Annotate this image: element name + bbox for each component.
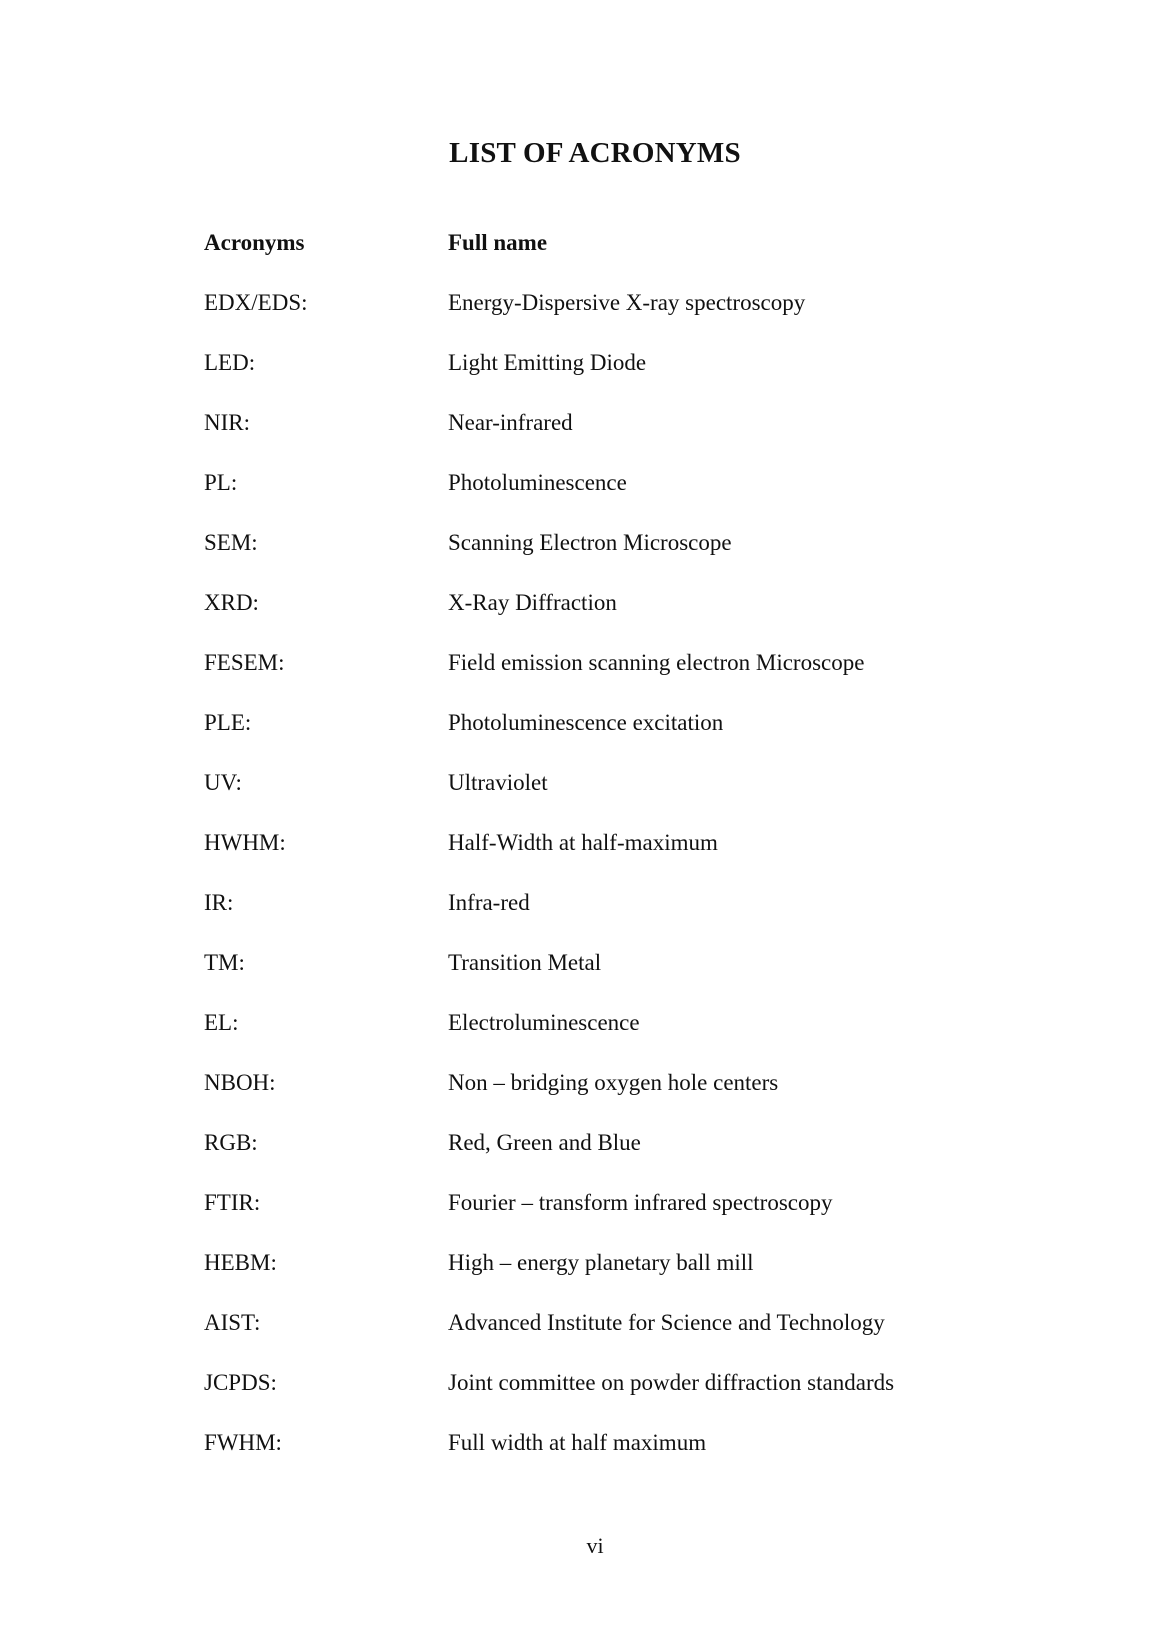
acronym-cell: FWHM: xyxy=(204,1430,282,1455)
full-name-cell: Photoluminescence xyxy=(448,470,627,495)
acronym-cell: NBOH: xyxy=(204,1070,276,1095)
acronym-cell: LED: xyxy=(204,350,256,375)
acronym-cell: EDX/EDS: xyxy=(204,290,308,315)
acronym-cell: IR: xyxy=(204,890,234,915)
full-name-cell: Electroluminescence xyxy=(448,1010,640,1035)
acronym-table xyxy=(204,228,964,1488)
table-body xyxy=(204,288,964,1488)
full-name-cell: Advanced Institute for Science and Technology xyxy=(448,1310,885,1335)
table-row xyxy=(204,648,964,708)
table-row xyxy=(204,1308,964,1368)
table-row xyxy=(204,1428,964,1488)
table-row xyxy=(204,1368,964,1428)
full-name-cell: Field emission scanning electron Microscope xyxy=(448,650,865,675)
full-name-cell: Fourier – transform infrared spectroscopy xyxy=(448,1190,833,1215)
table-row xyxy=(204,708,964,768)
table-row xyxy=(204,828,964,888)
acronym-cell: PL: xyxy=(204,470,238,495)
table-row xyxy=(204,408,964,468)
full-name-cell: Red, Green and Blue xyxy=(448,1130,641,1155)
full-name-cell: Light Emitting Diode xyxy=(448,350,647,375)
full-name-cell: Non – bridging oxygen hole centers xyxy=(448,1070,779,1095)
acronym-cell: SEM: xyxy=(204,530,258,555)
table-row xyxy=(204,528,964,588)
full-name-cell: Joint committee on powder diffraction standards xyxy=(448,1370,895,1395)
page-number: vi xyxy=(586,1533,604,1558)
acronym-cell: HWHM: xyxy=(204,830,286,855)
acronym-cell: JCPDS: xyxy=(204,1370,277,1395)
acronym-cell: TM: xyxy=(204,950,245,975)
header-acronyms: Acronyms xyxy=(204,230,305,255)
header-full-name: Full name xyxy=(448,230,548,255)
acronym-cell: EL: xyxy=(204,1010,239,1035)
acronym-cell: UV: xyxy=(204,770,242,795)
table-row xyxy=(204,348,964,408)
table-row xyxy=(204,288,964,348)
full-name-cell: X-Ray Diffraction xyxy=(448,590,617,615)
acronym-cell: HEBM: xyxy=(204,1250,277,1275)
table-header-row xyxy=(204,228,964,288)
acronym-cell: NIR: xyxy=(204,410,250,435)
table-row xyxy=(204,1188,964,1248)
table-row xyxy=(204,768,964,828)
page-title: LIST OF ACRONYMS xyxy=(449,137,741,169)
full-name-cell: Full width at half maximum xyxy=(448,1430,707,1455)
table-row xyxy=(204,468,964,528)
table-row xyxy=(204,1068,964,1128)
acronym-cell: FESEM: xyxy=(204,650,285,675)
acronym-cell: FTIR: xyxy=(204,1190,261,1215)
table-row xyxy=(204,588,964,648)
table-row xyxy=(204,1008,964,1068)
acronym-cell: RGB: xyxy=(204,1130,258,1155)
acronym-cell: XRD: xyxy=(204,590,259,615)
acronym-cell: PLE: xyxy=(204,710,252,735)
full-name-cell: Energy-Dispersive X-ray spectroscopy xyxy=(448,290,806,315)
full-name-cell: Near-infrared xyxy=(448,410,573,435)
full-name-cell: Scanning Electron Microscope xyxy=(448,530,732,555)
full-name-cell: Transition Metal xyxy=(448,950,602,975)
acronym-cell: AIST: xyxy=(204,1310,261,1335)
table-row xyxy=(204,888,964,948)
table-row xyxy=(204,948,964,1008)
full-name-cell: Infra-red xyxy=(448,890,530,915)
full-name-cell: Half-Width at half-maximum xyxy=(448,830,718,855)
table-row xyxy=(204,1128,964,1188)
full-name-cell: Photoluminescence excitation xyxy=(448,710,724,735)
full-name-cell: Ultraviolet xyxy=(448,770,548,795)
full-name-cell: High – energy planetary ball mill xyxy=(448,1250,754,1275)
table-row xyxy=(204,1248,964,1308)
